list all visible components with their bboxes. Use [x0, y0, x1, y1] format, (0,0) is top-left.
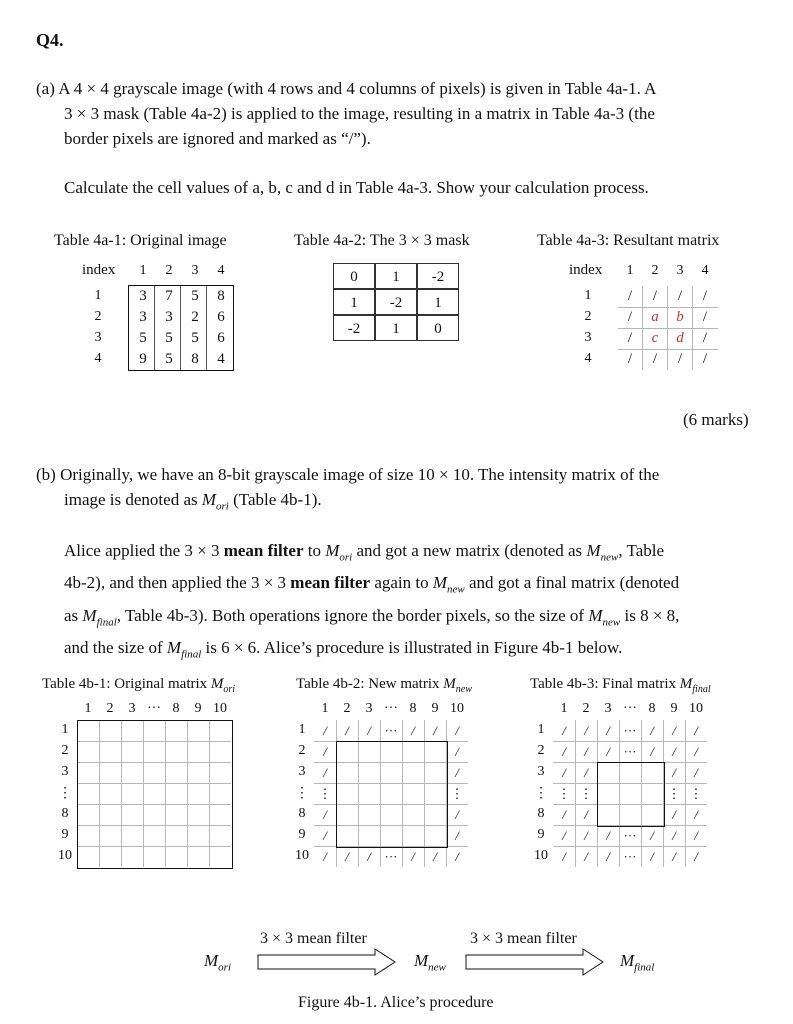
marks: (6 marks)	[683, 410, 749, 429]
mask-cell: 1	[417, 289, 459, 315]
slash-mark: /	[584, 723, 588, 738]
row-label: 2	[61, 743, 69, 758]
table-cell: 3	[139, 309, 147, 325]
mask-cell: 1	[375, 315, 417, 341]
row-divider	[618, 328, 718, 329]
slash-mark: /	[323, 807, 327, 822]
row-label: 1	[298, 722, 306, 737]
part-b-paragraph2: Alice applied the 3 × 3 mean filter to $M_{ori}$ and got a new matrix (denoted as $M_{new}$, Table 4b-2), and then applied the 3 × 3 mean filter again to $M_{new}$ and got a final matrix (denoted as $M_{final}$, Table 4b-3). Both operations ignore the border pixels, so the size of $M_{new}$ is 8 × 8, and the size of $M_{final}$ is 6 × 6. Alice’s procedure is illustrated in Figure 4b-1 below.	[64, 541, 680, 661]
cell-divider	[154, 349, 155, 370]
col-label: 9	[670, 701, 678, 716]
table-4a-3-caption: Table 4a-3: Resultant matrix	[537, 232, 720, 249]
col-label: 2	[106, 701, 114, 716]
table-cell: 4	[217, 351, 225, 367]
arrow-icon	[465, 947, 605, 977]
slash-mark: /	[345, 723, 349, 738]
row-label: 10	[295, 848, 309, 863]
cell-divider	[667, 349, 668, 370]
part-a-line3: border pixels are ignored and marked as “/”).	[64, 129, 371, 148]
slash-mark: /	[694, 744, 698, 759]
slash-mark: /	[562, 744, 566, 759]
slash-mark: /	[411, 849, 415, 864]
row-label: ⋮	[534, 786, 548, 801]
table-4a-2-caption: Table 4a-2: The 3 × 3 mask	[294, 232, 470, 249]
slash-mark: /	[455, 849, 459, 864]
row-index: 3	[584, 330, 592, 345]
cell-divider	[692, 307, 693, 328]
row-label: ⋮	[295, 786, 309, 801]
slash-mark: /	[562, 765, 566, 780]
part-a-line1: A 4 × 4 grayscale image (with 4 rows and 4 columns of pixels) is given in Table 4a-1. A	[58, 79, 657, 98]
cell-divider	[206, 328, 207, 349]
part-b-text: (b) Originally, we have an 8-bit grayscale image of size 10 × 10. The intensity matrix of the image is denoted as $M_{ori}$ (Table 4b-1).	[36, 465, 660, 513]
row-label: 1	[537, 722, 545, 737]
ellipsis-mark: ···	[384, 723, 398, 738]
border-cell: /	[677, 288, 683, 304]
mask-cell: -2	[417, 263, 459, 289]
col-index: 2	[651, 263, 659, 278]
row-label: 9	[537, 827, 545, 842]
cell-divider	[180, 328, 181, 349]
row-label: 2	[298, 743, 306, 758]
row-index: 1	[584, 288, 592, 303]
ellipsis-mark: ···	[623, 744, 637, 759]
slash-mark: /	[562, 828, 566, 843]
index-label: index	[569, 262, 603, 278]
col-label: ···	[147, 701, 161, 716]
part-b-label: (b)	[36, 465, 56, 484]
slash-mark: /	[455, 828, 459, 843]
border-cell: /	[702, 288, 708, 304]
cell-divider	[642, 349, 643, 370]
slash-mark: /	[650, 849, 654, 864]
cell-divider	[206, 307, 207, 328]
table-cell: 5	[191, 288, 199, 304]
m-final-label: $M_{final}$	[620, 951, 655, 974]
row-index: 2	[94, 309, 102, 324]
border-cell: /	[652, 351, 658, 367]
cell-divider	[154, 307, 155, 328]
table-cell: 8	[217, 288, 225, 304]
slash-mark: /	[694, 849, 698, 864]
slash-mark: /	[455, 765, 459, 780]
cell-divider	[692, 286, 693, 307]
cell-divider	[642, 307, 643, 328]
col-label: 3	[128, 701, 136, 716]
row-index: 2	[584, 309, 592, 324]
slash-mark: /	[672, 807, 676, 822]
inner-matrix-box	[597, 762, 665, 827]
slash-mark: /	[323, 828, 327, 843]
unknown-cell: c	[651, 330, 659, 346]
border-cell: /	[702, 309, 708, 325]
arrow-icon	[257, 947, 397, 977]
table-cell: 2	[191, 309, 199, 325]
table-4b-2-caption: Table 4b-2: New matrix $M_{new}$	[296, 676, 472, 695]
slash-mark: /	[606, 828, 610, 843]
col-label: 8	[409, 701, 417, 716]
ellipsis-mark: ···	[623, 723, 637, 738]
mask-cell: 1	[333, 289, 375, 315]
slash-mark: /	[672, 744, 676, 759]
col-label: ···	[384, 701, 398, 716]
col-label: 1	[560, 701, 568, 716]
cell-divider	[667, 286, 668, 307]
grid-hline	[553, 741, 707, 742]
row-label: 8	[61, 806, 69, 821]
border-cell: /	[627, 351, 633, 367]
figure-caption: Figure 4b-1. Alice’s procedure	[298, 994, 494, 1011]
col-index: 1	[139, 263, 147, 278]
cell-divider	[180, 307, 181, 328]
slash-mark: /	[650, 828, 654, 843]
inner-matrix-box	[336, 741, 448, 848]
mask-cell: 1	[375, 263, 417, 289]
ellipsis-mark: ···	[623, 849, 637, 864]
table-cell: 6	[217, 330, 225, 346]
cell-divider	[667, 328, 668, 349]
row-label: 2	[537, 743, 545, 758]
slash-mark: /	[562, 723, 566, 738]
slash-mark: /	[455, 723, 459, 738]
row-label: 9	[298, 827, 306, 842]
row-label: 10	[58, 848, 72, 863]
slash-mark: /	[345, 849, 349, 864]
table-4b-1-caption: Table 4b-1: Original matrix $M_{ori}$	[42, 676, 236, 695]
slash-mark: /	[367, 723, 371, 738]
cell-divider	[180, 349, 181, 370]
col-label: 1	[321, 701, 329, 716]
part-a-text	[36, 76, 766, 151]
m-new-label: $M_{new}$	[414, 951, 446, 974]
slash-mark: /	[323, 744, 327, 759]
table-4b-3-caption: Table 4b-3: Final matrix $M_{final}$	[530, 676, 711, 695]
slash-mark: /	[584, 828, 588, 843]
table-cell: 3	[165, 309, 173, 325]
cell-divider	[154, 286, 155, 307]
border-cell: /	[677, 351, 683, 367]
col-label: 10	[450, 701, 464, 716]
ellipsis-mark: ⋮	[667, 786, 681, 801]
question-number: Q4.	[36, 30, 64, 50]
col-label: 3	[604, 701, 612, 716]
col-label: 1	[84, 701, 92, 716]
table-4a-1-caption: Table 4a-1: Original image	[54, 232, 227, 249]
slash-mark: /	[694, 828, 698, 843]
matrix-box	[77, 720, 233, 869]
slash-mark: /	[672, 765, 676, 780]
mask-cell: 0	[417, 315, 459, 341]
slash-mark: /	[694, 723, 698, 738]
row-divider	[618, 349, 718, 350]
table-cell: 7	[165, 288, 173, 304]
mask-cell: 0	[333, 263, 375, 289]
col-label: 8	[648, 701, 656, 716]
cell-divider	[180, 286, 181, 307]
row-label: 3	[298, 764, 306, 779]
slash-mark: /	[584, 807, 588, 822]
col-label: 8	[172, 701, 180, 716]
slash-mark: /	[323, 849, 327, 864]
slash-mark: /	[672, 849, 676, 864]
slash-mark: /	[562, 849, 566, 864]
slash-mark: /	[433, 849, 437, 864]
slash-mark: /	[584, 765, 588, 780]
table-cell: 5	[165, 330, 173, 346]
cell-divider	[642, 328, 643, 349]
unknown-cell: a	[651, 309, 659, 325]
border-cell: /	[702, 351, 708, 367]
row-index: 4	[94, 351, 102, 366]
border-cell: /	[627, 309, 633, 325]
col-index: 2	[165, 263, 173, 278]
slash-mark: /	[584, 744, 588, 759]
ellipsis-mark: ···	[623, 828, 637, 843]
table-cell: 6	[217, 309, 225, 325]
slash-mark: /	[455, 744, 459, 759]
row-label: 9	[61, 827, 69, 842]
col-label: 10	[213, 701, 227, 716]
unknown-cell: d	[676, 330, 684, 346]
col-label: 9	[431, 701, 439, 716]
ellipsis-mark: ⋮	[318, 786, 332, 801]
cell-divider	[692, 349, 693, 370]
ellipsis-mark: ⋮	[689, 786, 703, 801]
part-a-task: Calculate the cell values of a, b, c and d in Table 4a-3. Show your calculation process.	[64, 178, 649, 197]
slash-mark: /	[433, 723, 437, 738]
mask-cell: -2	[375, 289, 417, 315]
table-cell: 3	[139, 288, 147, 304]
index-label: index	[82, 262, 116, 278]
col-index: 3	[676, 263, 684, 278]
unknown-cell: b	[676, 309, 684, 325]
ellipsis-mark: ⋮	[557, 786, 571, 801]
cell-divider	[154, 328, 155, 349]
filter-label-1: 3 × 3 mean filter	[260, 930, 367, 947]
row-label: 10	[534, 848, 548, 863]
col-label: 2	[343, 701, 351, 716]
border-cell: /	[702, 330, 708, 346]
slash-mark: /	[650, 744, 654, 759]
row-divider	[618, 307, 718, 308]
slash-mark: /	[606, 744, 610, 759]
col-index: 3	[191, 263, 199, 278]
col-index: 1	[626, 263, 634, 278]
slash-mark: /	[694, 765, 698, 780]
col-label: 2	[582, 701, 590, 716]
part-a-label: (a)	[36, 79, 55, 98]
col-label: 10	[689, 701, 703, 716]
table-cell: 5	[165, 351, 173, 367]
slash-mark: /	[323, 723, 327, 738]
m-ori-label: $M_{ori}$	[204, 951, 232, 974]
slash-mark: /	[694, 807, 698, 822]
cell-divider	[642, 286, 643, 307]
row-label: 8	[537, 806, 545, 821]
table-cell: 5	[191, 330, 199, 346]
cell-divider	[692, 328, 693, 349]
slash-mark: /	[411, 723, 415, 738]
mask-cell: -2	[333, 315, 375, 341]
col-label: ···	[623, 701, 637, 716]
border-cell: /	[627, 330, 633, 346]
row-index: 4	[584, 351, 592, 366]
grid-hline	[553, 846, 707, 847]
table-cell: 9	[139, 351, 147, 367]
filter-label-2: 3 × 3 mean filter	[470, 930, 577, 947]
ellipsis-mark: ⋮	[450, 786, 464, 801]
border-cell: /	[652, 288, 658, 304]
table-cell: 5	[139, 330, 147, 346]
row-index: 1	[94, 288, 102, 303]
table-cell: 8	[191, 351, 199, 367]
col-label: 9	[194, 701, 202, 716]
cell-divider	[667, 307, 668, 328]
row-label: 3	[61, 764, 69, 779]
row-label: 1	[61, 722, 69, 737]
ellipsis-mark: ⋮	[579, 786, 593, 801]
slash-mark: /	[606, 723, 610, 738]
slash-mark: /	[562, 807, 566, 822]
slash-mark: /	[650, 723, 654, 738]
row-label: 3	[537, 764, 545, 779]
col-index: 4	[701, 263, 709, 278]
slash-mark: /	[672, 723, 676, 738]
cell-divider	[206, 349, 207, 370]
col-label: 3	[365, 701, 373, 716]
border-cell: /	[627, 288, 633, 304]
ellipsis-mark: ···	[384, 849, 398, 864]
slash-mark: /	[455, 807, 459, 822]
slash-mark: /	[672, 828, 676, 843]
slash-mark: /	[606, 849, 610, 864]
slash-mark: /	[367, 849, 371, 864]
part-a-line2: 3 × 3 mask (Table 4a-2) is applied to the image, resulting in a matrix in Table 4a-3 (the	[64, 104, 655, 123]
row-index: 3	[94, 330, 102, 345]
row-label: 8	[298, 806, 306, 821]
col-index: 4	[217, 263, 225, 278]
slash-mark: /	[584, 849, 588, 864]
row-label: ⋮	[58, 786, 72, 801]
cell-divider	[206, 286, 207, 307]
slash-mark: /	[323, 765, 327, 780]
